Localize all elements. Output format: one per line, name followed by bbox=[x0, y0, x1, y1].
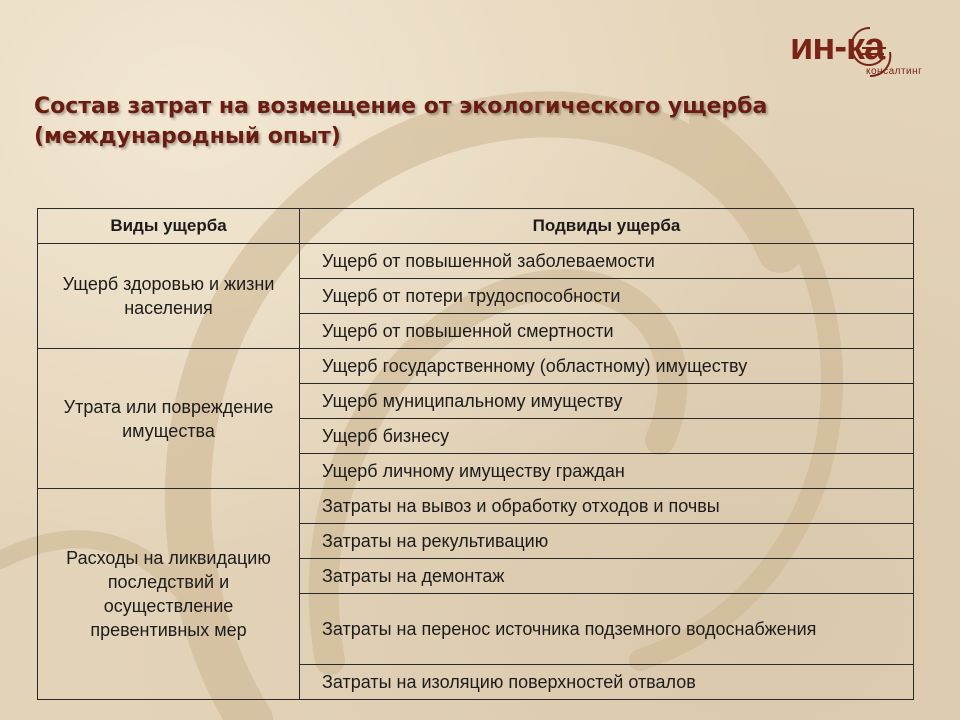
table-row bbox=[38, 244, 914, 279]
subtype-cell: Ущерб муниципальному имуществу bbox=[300, 384, 914, 419]
table-row bbox=[38, 349, 914, 384]
subtype-cell: Ущерб личному имуществу граждан bbox=[300, 454, 914, 489]
table-row bbox=[38, 489, 914, 524]
subtype-cell: Затраты на рекультивацию bbox=[300, 524, 914, 559]
logo-subtitle: консалтинг bbox=[866, 66, 923, 77]
subtype-cell: Ущерб от потери трудоспособности bbox=[300, 279, 914, 314]
group-property-damage: Утрата или повреждение имущества bbox=[38, 349, 300, 489]
subtype-cell: Ущерб государственному (областному) имуществу bbox=[300, 349, 914, 384]
subtype-cell: Затраты на вывоз и обработку отходов и почвы bbox=[300, 489, 914, 524]
subtype-cell: Ущерб бизнесу bbox=[300, 419, 914, 454]
company-logo bbox=[790, 22, 940, 82]
subtype-cell: Ущерб от повышенной заболеваемости bbox=[300, 244, 914, 279]
group-remediation-costs: Расходы на ликвидацию последствий и осуществление превентивных мер bbox=[38, 489, 300, 700]
table-header-row bbox=[38, 209, 914, 244]
subtype-cell: Затраты на перенос источника подземного водоснабжения bbox=[300, 594, 914, 665]
subtype-cell: Ущерб от повышенной смертности bbox=[300, 314, 914, 349]
header-damage-types: Виды ущерба bbox=[38, 209, 300, 244]
logo-wordmark: ин-ка bbox=[790, 26, 885, 68]
title-line-2: (международный опыт) bbox=[34, 124, 341, 149]
header-damage-subtypes: Подвиды ущерба bbox=[300, 209, 914, 244]
subtype-cell: Затраты на демонтаж bbox=[300, 559, 914, 594]
slide-title bbox=[34, 92, 794, 152]
title-line-1: Состав затрат на возмещение от экологического ущерба bbox=[34, 94, 768, 119]
subtype-cell: Затраты на изоляцию поверхностей отвалов bbox=[300, 665, 914, 700]
group-health-damage: Ущерб здоровью и жизни населения bbox=[38, 244, 300, 349]
damage-cost-table bbox=[37, 208, 914, 700]
